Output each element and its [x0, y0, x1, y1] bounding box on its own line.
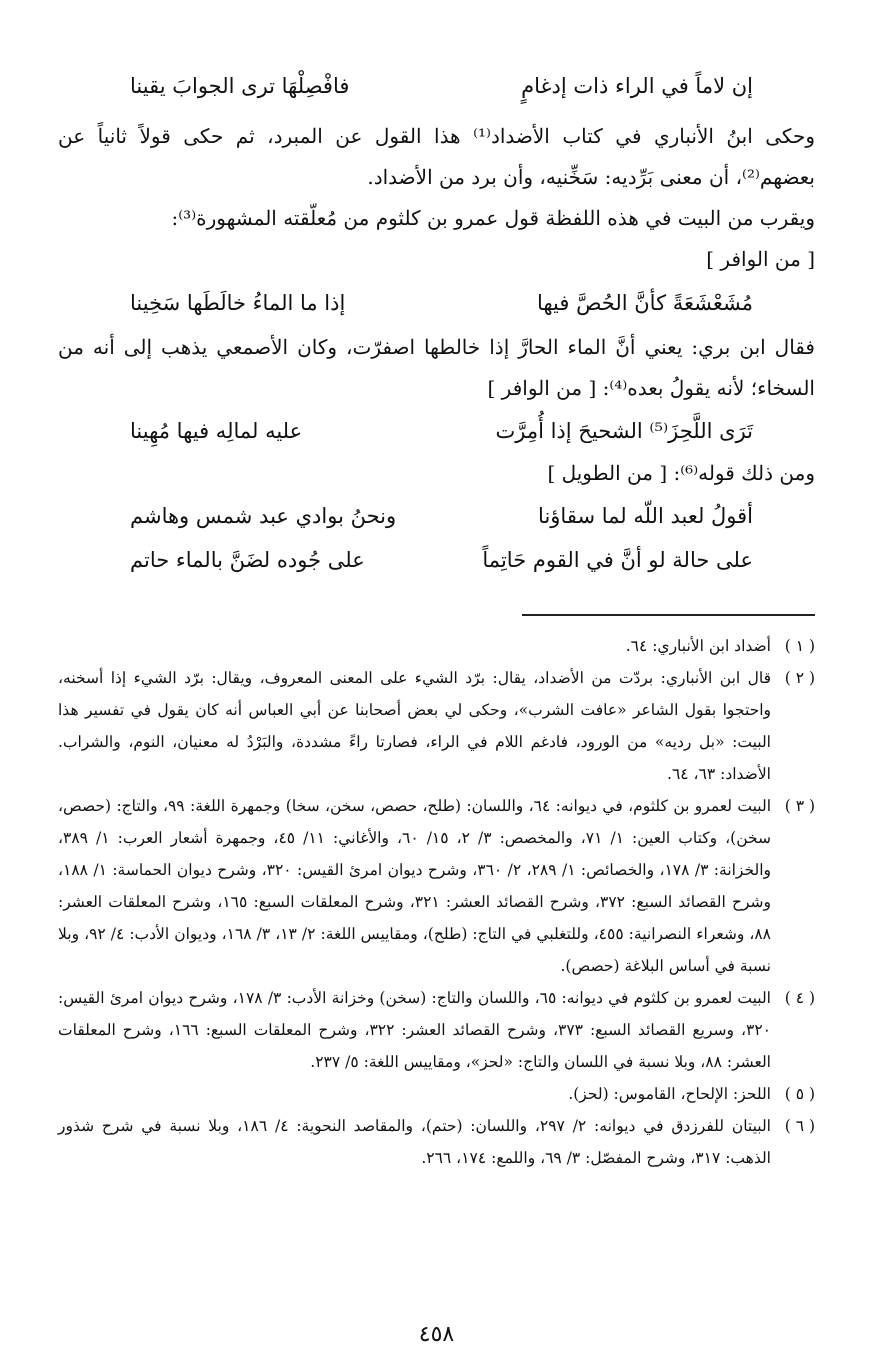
verse-first-hemistich: تَرَى اللَّحِزَ⁽⁵⁾ الشحيحَ إذا أُمِرَّت [495, 418, 753, 443]
footnote-text: البيتان للفرزدق في ديوانه: ٢/ ٢٩٧، واللسان: (حتم)، والمقاصد النحوية: ٤/ ١٨٦، وبلا نسبة في شرح شذور الذهب: ٣١٧، وشرح المفصّل: ٣/ ٦٩، واللمع: ١٧٤، ٢٦٦. [58, 1117, 771, 1167]
paragraph: فقال ابن بري: يعني أنَّ الماء الحارَّ إذا خالطها اصفرّت، وكان الأصمعي يذهب إلى أنه من السخاء؛ لأنه يقولُ بعده⁽⁴⁾: [ من الوافر ] [58, 335, 815, 400]
footnote-separator-wrap [58, 614, 815, 616]
footnotes [58, 630, 815, 1174]
footnote [58, 790, 815, 982]
footnote [58, 1078, 815, 1110]
footnote-number: ( ٥ ) [784, 1085, 815, 1103]
verse-line [130, 538, 753, 582]
paragraph: وحكى ابنُ الأنباري في كتاب الأضداد⁽¹⁾ هذا القول عن المبرد، ثم حكى قولاً ثانياً عن بعضهم⁽²⁾، أن معنى بَرِّديه: سَخِّنيه، وأن برد من الأضداد. [58, 124, 815, 189]
verse-second-hemistich: فافْصِلْهَا ترى الجوابَ يقينا [130, 74, 350, 98]
verse-line [130, 409, 753, 453]
page-number: ٤٥٨ [418, 1322, 455, 1347]
footnote-text: البيت لعمرو بن كلثوم، في ديوانه: ٦٤، واللسان: (طلح، حصص، سخن، سخا) وجمهرة اللغة: ٩٩، والتاج: (حصص، سخن)، وكتاب العين: ١/ ٧١، والمخصص: ٣/ ٢، ١٥/ ٦٠، والأغاني: ١١/ ٤٥، وجمهرة أشعار العرب: ١/ ٣٨٩، والخزانة: ٣/ ١٧٨، والخصائص: ١/ ٢٨٩، ٢/ ٣٦٠، وشرح ديوان امرئ القيس: ٣٢٠، وشرح ديوان الحماسة: ١/ ١٨٨، وشرح القصائد السبع: ٣٧٢، وشرح القصائد العشر: ٣٢١، وشرح المعلقات السبع: ١٦٥، وشرح المعلقات العشر: ٨٨، وشعراء النصرانية: ٤٥٥، وللتغلبي في التاج: (طلح)، ومقاييس اللغة: ٢/ ١٣، ٣/ ١٦٨، وديوان الأدب: ٤/ ٩٢، وبلا نسبة في أساس البلاغة (حصص). [58, 797, 772, 975]
verse-first-hemistich: على حالة لو أنَّ في القوم حَاتِماً [482, 547, 753, 572]
footnote [58, 982, 815, 1078]
verse-line [130, 494, 753, 538]
footnote-text: اللحز: الإلحاح، القاموس: (لحز). [568, 1085, 771, 1103]
verse-second-hemistich: إذا ما الماءُ خالَطَها سَخِينا [130, 290, 346, 315]
verse-second-hemistich: على جُوده لضَنَّ بالماء حاتم [130, 547, 365, 572]
footnote-number: ( ١ ) [784, 637, 815, 655]
footnote [58, 1110, 815, 1174]
paragraph: ويقرب من البيت في هذه اللفظة قول عمرو بن كلثوم من مُعلّقته المشهورة⁽³⁾: [171, 206, 815, 230]
verse-second-hemistich: ونحنُ بوادي عبد شمس وهاشم [130, 503, 397, 528]
meter-label: [ من الوافر ] [706, 247, 815, 271]
verse-line [130, 279, 753, 327]
footnote-number: ( ٤ ) [784, 989, 815, 1007]
footnote-text: البيت لعمرو بن كلثوم في ديوانه: ٦٥، واللسان والتاج: (سخن) وخزانة الأدب: ٣/ ١٧٨، وشرح ديوان امرئ القيس: ٣٢٠، وسريع القصائد السبع: ٣٧٣، وشرح القصائد العشر: ٣٢٢، وشرح المعلقات السبع: ١٦٦، وشرح المعلقات العشر: ٨٨، وبلا نسبة في اللسان والتاج: «لحز»، ومقاييس اللغة: ٥/ ٢٣٧. [58, 989, 771, 1071]
verse-second-hemistich: عليه لمالِه فيها مُهِينا [130, 418, 303, 443]
footnote [58, 630, 815, 662]
footnote-separator [522, 614, 815, 616]
paragraph: ومن ذلك قوله⁽⁶⁾: [ من الطويل ] [547, 461, 815, 485]
footnote-number: ( ٣ ) [784, 797, 815, 815]
verse-line [130, 76, 753, 116]
footnote [58, 662, 815, 790]
footnote-number: ( ٦ ) [784, 1117, 815, 1135]
verse-first-hemistich: أقولُ لعبد اللّه لما سقاؤنا [538, 503, 753, 528]
footnote-number: ( ٢ ) [784, 669, 815, 687]
footnote-text: قال ابن الأنباري: بردّت من الأضداد، يقال: برّد الشيء على المعنى المعروف، ويقال: برّد الشيء إذا أسخنه، واحتجوا بقول الشاعر «عافت الشرب»، وحكى لي بعض أصحابنا عن أبي العباس أنه كان يقول في تفسير هذا البيت: «بل رديه» من الورود، فادغم اللام في الراء، فصارتا راءً مشددة، والبَرْدُ له معنيان، النوم، والشراب. الأضداد: ٦٣، ٦٤. [58, 669, 771, 783]
verse-first-hemistich: مُشَعْشَعَةً كأنَّ الحُصَّ فيها [536, 290, 753, 315]
verse-first-hemistich: إن لاماً في الراء ذات إدغامٍ [521, 74, 753, 98]
footnote-text: أضداد ابن الأنباري: ٦٤. [625, 637, 771, 655]
